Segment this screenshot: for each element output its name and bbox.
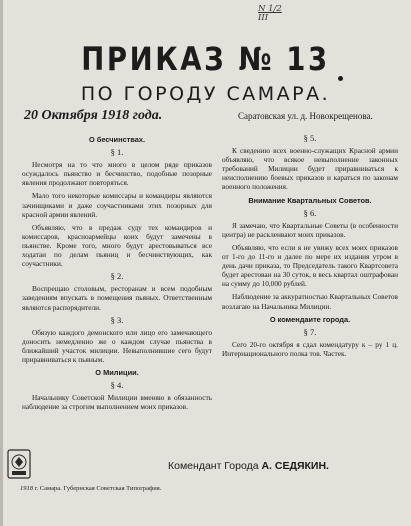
imprint-text: г. Самара. Губернская Советская Типография. (34, 485, 162, 492)
paragraph-text: Обязую каждого демонского или лицо его замечающего доносить немедленно же о каждом случае пьянства в ближайший участок милиции. Невыполнившие сего будут приравниваться к пьяным. (22, 327, 212, 364)
paragraph-number: § 7. (303, 326, 317, 337)
paragraph-number: § 1. (110, 147, 124, 158)
paragraph-text: Наблюдение за аккуратностью Квартальных Советов возлагаю на Начальника Милиции. (222, 292, 398, 311)
page-subtitle: ПО ГОРОДУ САМАРА. (80, 83, 331, 105)
paragraph-text: Мало того некоторые комиссары и командиры являются зачинщиками и даже соучастниками этих позорных для красной армии явлений. (22, 191, 212, 219)
paragraph-text: Объявляю, что в предаж суду тех командиров и комиссаров, красноармейцы коих будут замечены в пьянстве. Кроме того, много будут арестовываться все ходатаи по делам пьяниц и бесчинствующих, как соучастники. (22, 222, 212, 269)
paragraph-number: § 5. (303, 133, 317, 143)
paragraph-text: К сведению всех военно-служащих Красной армии объявляю, что всякое невыполнение законных требований Милиции будет приравниваться к неисполнению боевых приказов и караться по законам военного положения. (222, 146, 398, 192)
office-address: Саратовская ул. д. Новокрещенова. (238, 111, 373, 121)
page-title: ПРИКАЗ № 13 (81, 40, 330, 78)
section-heading: Внимание Квартальных Советов. (248, 195, 372, 205)
paragraph-number: § 4. (110, 380, 124, 391)
signatory-role: Комендант Города (168, 460, 259, 472)
paragraph-number: § 2. (110, 271, 124, 282)
order-date: 20 Октября 1918 года. (24, 108, 163, 123)
paragraph-text: Я замечаю, что Квартальные Советы (в особенности центра) не раскленвают моих приказов. (222, 220, 398, 239)
paragraph-text: Объявляю, что если я не увижу всех моих приказов от 1-го до 11-го и далее по мере их издания утром в день дачи приказа, то Председатель такого Квартсовета будет арестован на 30 суток, в весь квартал оштрафован на сумму до 10,000 рублей. (222, 242, 398, 289)
imprint-year: 1918 (20, 485, 33, 492)
handwritten-archive-note (258, 5, 282, 23)
paragraph-text: Воспрещаю столовым, ресторанам и всем подобным заведениям впускать в помещения пьяных. Ответственным являются распорядители. (22, 284, 212, 312)
paragraph-text: Начальнику Советской Милиции вменяю в обязанность наблюдение за строгим выполнением моих приказов. (22, 393, 212, 412)
signature-line (168, 460, 329, 472)
paragraph-number: § 6. (303, 207, 317, 218)
section-heading: О комендаите города. (269, 314, 351, 324)
right-column (222, 132, 398, 362)
paragraph-text: Сего 20-го октября я сдал комендатуру к – ру 1 ц. Интернационального полка тов. Частек. (222, 339, 398, 358)
title-dot (338, 76, 343, 81)
archive-note-line1: N 1/2 (258, 4, 282, 14)
section-heading: О бесчинствах. (88, 135, 146, 144)
left-column (22, 132, 212, 415)
paragraph-text: Несмотря на то что много в целом ряде приказов осуждалось пьянство и бесчинство, подобные позорные явления продолжают повторяться. (22, 160, 212, 188)
printer-imprint (20, 485, 161, 492)
signatory-name: А. СЕДЯКИН. (261, 460, 329, 472)
paragraph-number: § 3. (110, 314, 124, 325)
section-heading: О Милиции. (95, 368, 139, 378)
typographer-seal-icon (6, 448, 32, 484)
archive-note-line2: III (258, 13, 269, 23)
